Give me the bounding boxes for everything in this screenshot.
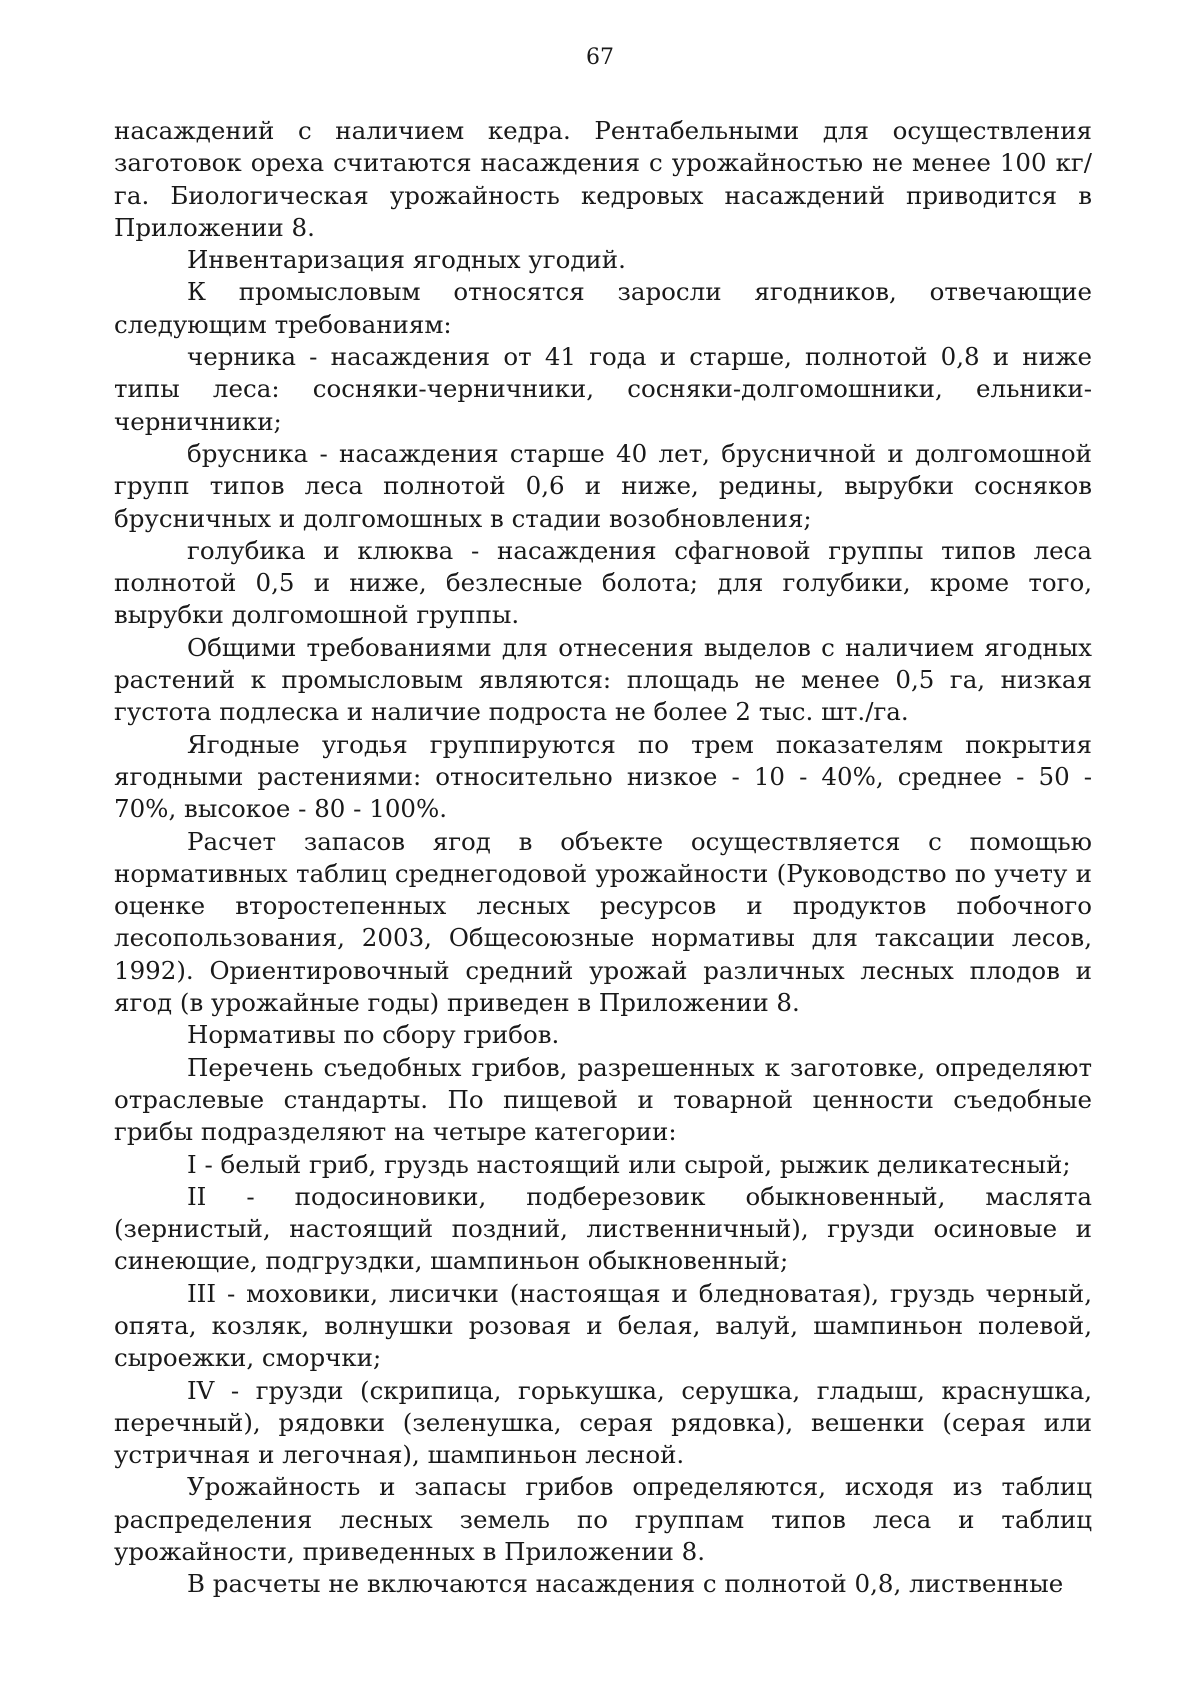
list-item-category-2: II - подосиновики, подберезовик обыкновенный, маслята (зернистый, настоящий поздний, лиственничный), грузди осиновые и синеющие, подгруздки, шампиньон обыкновенный; <box>114 1181 1092 1276</box>
paragraph-coverage-groups: Ягодные угодья группируются по трем показателям покрытия ягодными растениями: относительно низкое - 10 - 40%, среднее - 50 - 70%, высокое - 80 - 100%. <box>114 729 1092 824</box>
paragraph-bilberry: черника - насаждения от 41 года и старше, полнотой 0,8 и ниже типы леса: сосняки-черничники, сосняки-долгомошники, ельники-черничники; <box>114 342 1092 436</box>
paragraph-mushroom-categories: Перечень съедобных грибов, разрешенных к заготовке, определяют отраслевые стандарты. По пищевой и товарной ценности съедобные грибы подразделяют на четыре категории: <box>114 1052 1092 1147</box>
paragraph-berry-reserves: Расчет запасов ягод в объекте осуществляется с помощью нормативных таблиц среднегодовой урожайности (Руководство по учету и оценке второстепенных лесных ресурсов и продуктов побочного лесопользования, 2003, Общесоюзные нормативы для таксации лесов, 1992). Ориентировочный средний урожай различных лесных плодов и ягод (в урожайные годы) приведен в Приложении 8. <box>114 826 1092 1018</box>
list-item-category-4: IV - грузди (скрипица, горькушка, серушка, гладыш, краснушка, перечный), рядовки (зеленушка, серая рядовка), вешенки (серая или устричная и легочная), шампиньон лесной. <box>114 1375 1092 1470</box>
document-body <box>114 115 1092 1601</box>
heading-berry-inventory: Инвентаризация ягодных угодий. <box>187 245 626 275</box>
paragraph-commercial-berries: К промысловым относятся заросли ягодников, отвечающие следующим требованиям: <box>114 277 1092 339</box>
list-item-category-1: I - белый гриб, груздь настоящий или сырой, рыжик деликатесный; <box>187 1149 1071 1179</box>
paragraph-general-requirements: Общими требованиями для отнесения выделов с наличием ягодных растений к промысловым являются: площадь не менее 0,5 га, низкая густота подлеска и наличие подроста не более 2 тыс. шт./га. <box>114 632 1092 727</box>
page-number: 67 <box>586 45 614 70</box>
list-item-category-3: III - моховики, лисички (настоящая и бледноватая), груздь черный, опята, козляк, волнушки розовая и белая, валуй, шампиньон полевой, сыроежки, сморчки; <box>114 1278 1092 1373</box>
paragraph-cedar-yield: насаждений с наличием кедра. Рентабельными для осуществления заготовок ореха считаются насаждения с урожайностью не менее 100 кг/га. Биологическая урожайность кедровых насаждений приводится в Приложении 8. <box>114 116 1092 242</box>
paragraph-exclusions: В расчеты не включаются насаждения с полнотой 0,8, лиственные <box>187 1569 1064 1599</box>
paragraph-lingonberry: брусника - насаждения старше 40 лет, брусничной и долгомошной групп типов леса полнотой 0,6 и ниже, редины, вырубки сосняков брусничных и долгомошных в стадии возобновления; <box>114 438 1092 533</box>
paragraph-mushroom-yield: Урожайность и запасы грибов определяются, исходя из таблиц распределения лесных земель по группам типов леса и таблиц урожайности, приведенных в Приложении 8. <box>114 1472 1092 1567</box>
paragraph-blueberry-cranberry: голубика и клюква - насаждения сфагновой группы типов леса полнотой 0,5 и ниже, безлесные болота; для голубики, кроме того, вырубки долгомошной группы. <box>114 535 1092 630</box>
heading-mushroom-norms: Нормативы по сбору грибов. <box>187 1020 560 1050</box>
